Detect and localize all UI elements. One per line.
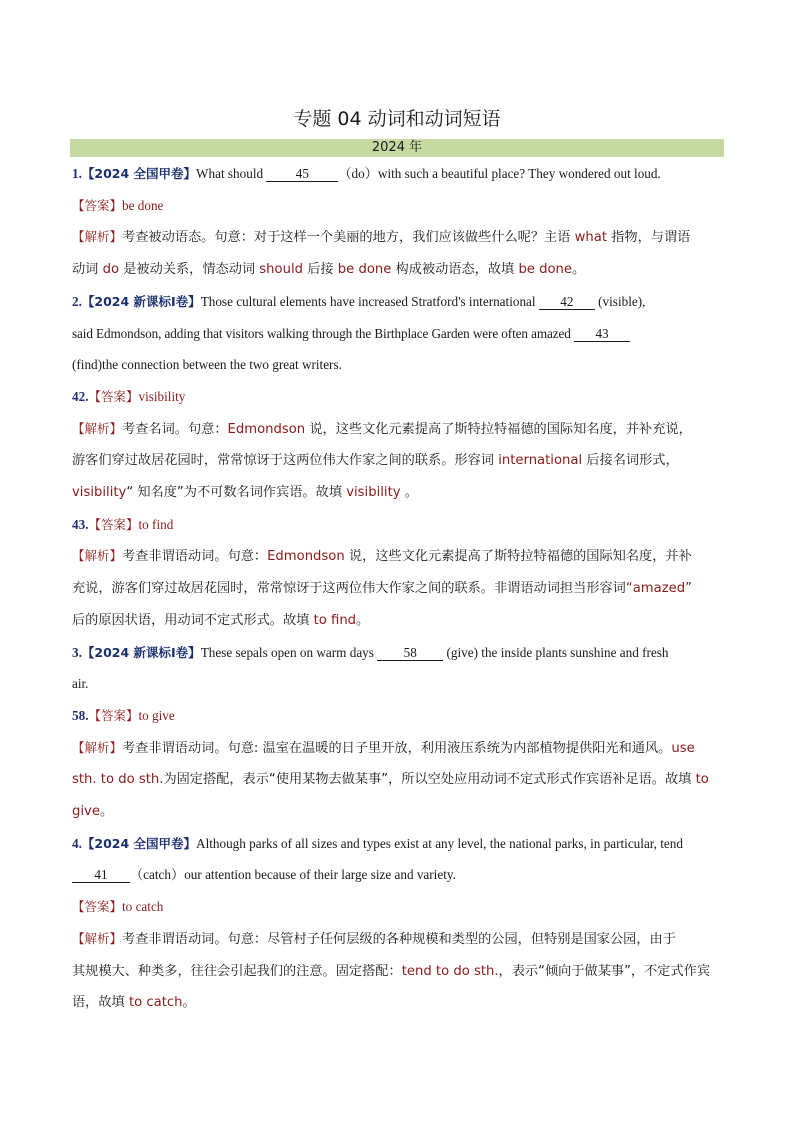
exam-source-tag: 【2024 全国甲卷】 xyxy=(81,835,197,851)
blank-number: 42. xyxy=(72,388,89,404)
analysis-term: Edmondson xyxy=(227,421,306,437)
analysis-text: 语，故填 xyxy=(72,995,129,1011)
analysis-text: 。 xyxy=(356,612,370,628)
analysis-text: 。 xyxy=(400,485,418,501)
answer-value: to find xyxy=(138,516,174,532)
question-text: (give) the inside plants sunshine and fresh xyxy=(443,644,669,660)
analysis-text: 考查非谓语动词。句意：尽管村子任何层级的各种规模和类型的公园，但特别是国家公园，由于 xyxy=(122,931,676,947)
analysis-text: 考查非谓语动词。句意: 温室在温暖的日子里开放，利用液压系统为内部植物提供阳光和通风。 xyxy=(122,740,672,756)
answer-value: to catch xyxy=(122,899,164,915)
analysis-line xyxy=(72,956,722,988)
question-text: These sepals open on warm days xyxy=(200,644,378,660)
analysis-line xyxy=(72,221,722,254)
question-number: 1. xyxy=(72,166,82,181)
analysis-text: 考查非谓语动词。句意： xyxy=(122,549,268,565)
analysis-term: be done xyxy=(518,262,573,278)
question-text: air. xyxy=(72,676,89,692)
analysis-term: do xyxy=(102,262,120,278)
question-line xyxy=(72,349,722,381)
analysis-label: 【解析】 xyxy=(72,229,123,245)
analysis-text: 为固定搭配，表示“使用某物去做某事”，所以空处应用动词不定式形式作宾语补足语。故填 xyxy=(163,772,696,788)
answer-line xyxy=(72,509,722,541)
analysis-term: use xyxy=(671,740,695,756)
analysis-line xyxy=(72,923,722,956)
analysis-text: 动词 xyxy=(72,262,103,278)
question-line xyxy=(72,318,722,350)
answer-line xyxy=(72,891,722,923)
question-1 xyxy=(72,158,722,190)
analysis-text: 考查名词。句意： xyxy=(122,421,228,437)
analysis-text: “ 知名度”为不可数名词作宾语。故填 xyxy=(126,485,347,501)
analysis-text: ，表示“倾向于做某事”，不定式作宾 xyxy=(498,963,711,979)
blank-number: 43. xyxy=(72,516,89,532)
analysis-term: should xyxy=(259,262,303,278)
question-number: 2. xyxy=(72,293,82,309)
question-number: 3. xyxy=(72,644,82,660)
year-section-header: 2024 年 xyxy=(70,139,724,157)
analysis-term: sth. to do sth. xyxy=(72,772,164,788)
analysis-text: 游客们穿过故居花园时，常常惊讶于这两位伟大作家之间的联系。形容词 xyxy=(72,453,499,469)
question-2 xyxy=(72,286,722,318)
question-4 xyxy=(72,828,722,860)
analysis-term: Edmondson xyxy=(267,549,345,565)
answer-blank: 41 xyxy=(72,868,130,883)
question-text: Although parks of all sizes and types exist at any level, the national parks, in particular, tend xyxy=(196,835,683,851)
analysis-term: visibility xyxy=(72,485,127,501)
analysis-term: tend to do sth. xyxy=(401,963,499,979)
analysis-text: 后接名词形式， xyxy=(582,453,679,469)
analysis-term: visibility xyxy=(346,485,401,501)
question-3 xyxy=(72,637,722,669)
analysis-text: 。 xyxy=(182,995,196,1011)
analysis-label: 【解析】 xyxy=(72,548,123,564)
answer-blank: 45 xyxy=(266,167,338,182)
analysis-label: 【解析】 xyxy=(72,420,123,436)
analysis-text: 是被动关系，情态动词 xyxy=(119,262,260,278)
analysis-term: “amazed” xyxy=(625,581,692,597)
analysis-term: to catch xyxy=(128,995,183,1011)
analysis-line xyxy=(72,732,722,765)
question-text: (visible), xyxy=(594,293,646,309)
question-text: What should xyxy=(196,166,267,181)
analysis-label: 【解析】 xyxy=(72,739,123,755)
analysis-term: to xyxy=(695,772,709,788)
analysis-line xyxy=(72,605,722,637)
blank-number: 58. xyxy=(72,707,89,723)
exam-source-tag: 【2024 新课标Ⅰ卷】 xyxy=(81,293,201,309)
answer-value: visibility xyxy=(138,388,186,404)
analysis-text: 说，这些文化元素提高了斯特拉特福德的国际知名度，并补 xyxy=(344,549,692,565)
analysis-text: 考查被动语态。句意：对于这样一个美丽的地方，我们应该做些什么呢？主语 xyxy=(122,230,575,246)
analysis-line xyxy=(72,445,722,477)
answer-line xyxy=(72,381,722,413)
answer-blank: 42 xyxy=(539,295,595,310)
answer-label: 【答案】 xyxy=(88,388,139,404)
answer-label: 【答案】 xyxy=(88,516,139,532)
question-text: (find)the connection between the two great writers. xyxy=(72,357,342,373)
analysis-line xyxy=(72,254,722,286)
analysis-text: 后的原因状语，用动词不定式形式。故填 xyxy=(72,612,314,628)
answer-value: to give xyxy=(138,707,175,723)
analysis-term: what xyxy=(574,230,607,246)
analysis-text: 。 xyxy=(572,262,586,278)
analysis-text: 其规模大、种类多，往往会引起我们的注意。固定搭配： xyxy=(72,963,402,979)
analysis-line xyxy=(72,540,722,573)
analysis-term: give xyxy=(72,804,100,820)
question-number: 4. xyxy=(72,835,82,851)
answer-line xyxy=(72,190,722,222)
answer-blank: 58 xyxy=(377,646,443,661)
page-title: 专题 04 动词和动词短语 xyxy=(293,108,501,130)
answer-line xyxy=(72,700,722,732)
analysis-text: 说，这些文化元素提高了斯特拉特福德的国际知名度，并补充说， xyxy=(305,421,692,437)
question-text: （catch）our attention because of their large size and variety. xyxy=(130,867,456,883)
analysis-line xyxy=(72,764,722,796)
answer-label: 【答案】 xyxy=(88,707,139,723)
answer-label: 【答案】 xyxy=(72,899,123,915)
question-text: Those cultural elements have increased Stratford's international xyxy=(200,293,539,309)
analysis-text: 充说，游客们穿过故居花园时，常常惊讶于这两位伟大作家之间的联系。非谓语动词担当形容词 xyxy=(72,581,626,597)
analysis-label: 【解析】 xyxy=(72,930,123,946)
analysis-term: to find xyxy=(313,612,357,628)
analysis-text: 。 xyxy=(99,804,114,820)
analysis-text: 构成被动语态，故填 xyxy=(391,262,519,278)
answer-label: 【答案】 xyxy=(72,197,123,213)
analysis-line xyxy=(72,987,722,1019)
exam-source-tag: 【2024 全国甲卷】 xyxy=(81,166,197,181)
question-line xyxy=(72,859,722,891)
analysis-term: be done xyxy=(337,262,392,278)
question-line xyxy=(72,668,722,700)
analysis-line xyxy=(72,796,722,828)
analysis-term: international xyxy=(498,453,583,469)
analysis-line xyxy=(72,573,722,605)
analysis-line xyxy=(72,413,722,446)
answer-value: be done xyxy=(122,197,164,213)
question-text: said Edmondson, adding that visitors walking through the Birthplace Garden were often amazed xyxy=(72,325,574,341)
analysis-text: 后接 xyxy=(303,262,338,278)
analysis-line xyxy=(72,477,722,509)
exam-source-tag: 【2024 新课标Ⅰ卷】 xyxy=(81,644,201,660)
analysis-text: 指物，与谓语 xyxy=(607,230,691,246)
question-text: （do）with such a beautiful place? They wondered out loud. xyxy=(338,166,661,181)
document-content xyxy=(72,158,722,1019)
answer-blank: 43 xyxy=(574,327,630,342)
